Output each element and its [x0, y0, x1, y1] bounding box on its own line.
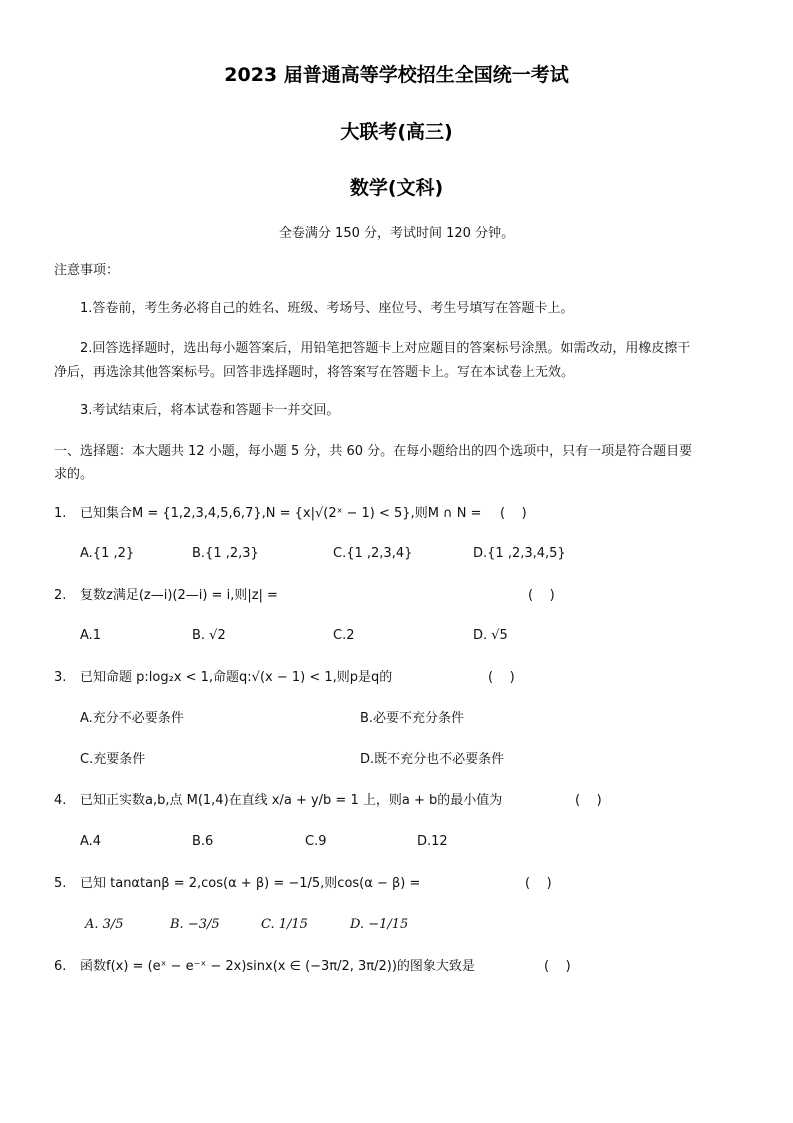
- option-c: C. 1/15: [261, 917, 308, 932]
- option-a: A.{1 ,2}: [80, 546, 135, 561]
- section-heading-line-1: 一、选择题：本大题共 12 小题，每小题 5 分，共 60 分。在每小题给出的四个选项中，只有一项是符合题目要: [54, 444, 693, 459]
- question-6-text: 函数f(x) = (eˣ − e⁻ˣ − 2x)sinx(x ∈ (−3π/2, 3π/2))的图象大致是: [80, 959, 475, 974]
- option-a: A.4: [80, 834, 102, 849]
- answer-blank: ( ): [544, 959, 571, 974]
- notice-heading: 注意事项：: [54, 263, 120, 278]
- notice-item-3: 3.考试结束后，将本试卷和答题卡一并交回。: [80, 403, 340, 418]
- question-number: 4.: [54, 793, 67, 808]
- exam-subject: 数学(文科): [349, 177, 444, 199]
- answer-blank: ( ): [525, 876, 552, 891]
- question-4-text: 已知正实数a,b,点 M(1,4)在直线 x/a + y/b = 1 上，则a + b的最小值为: [80, 793, 503, 808]
- option-a: A.充分不必要条件: [80, 711, 184, 726]
- notice-item-2-line-2: 净后，再选涂其他答案标号。回答非选择题时，将答案写在答题卡上。写在本试卷上无效。: [54, 365, 575, 380]
- question-3-text: 已知命题 p:log₂x < 1,命题q:√(x − 1) < 1,则p是q的: [80, 670, 393, 685]
- answer-blank: ( ): [528, 588, 555, 603]
- option-c: C.{1 ,2,3,4}: [333, 546, 413, 561]
- question-2-text: 复数z满足(z—i)(2—i) = i,则|z| =: [80, 588, 278, 603]
- exam-subtitle: 大联考(高三): [340, 121, 453, 143]
- option-c: C.充要条件: [80, 752, 146, 767]
- question-number: 5.: [54, 876, 67, 891]
- section-heading-line-2: 求的。: [54, 467, 94, 482]
- question-5-text: 已知 tanαtanβ = 2,cos(α + β) = −1/5,则cos(α − β) =: [80, 876, 421, 891]
- answer-blank: ( ): [500, 506, 527, 521]
- option-b: B.必要不充分条件: [360, 711, 465, 726]
- option-b: B. −3/5: [170, 917, 220, 932]
- question-number: 1.: [54, 506, 67, 521]
- option-c: C.2: [333, 628, 355, 643]
- notice-item-2-line-1: 2.回答选择题时，选出每小题答案后，用铅笔把答题卡上对应题目的答案标号涂黑。如需改动，用橡皮擦干: [80, 341, 691, 356]
- answer-blank: ( ): [488, 670, 515, 685]
- question-1-text: 已知集合M = {1,2,3,4,5,6,7},N = {x|√(2ˣ − 1) < 5},则M ∩ N =: [80, 506, 482, 521]
- option-b: B.{1 ,2,3}: [192, 546, 259, 561]
- question-number: 2.: [54, 588, 67, 603]
- option-a: A.1: [80, 628, 102, 643]
- question-number: 3.: [54, 670, 67, 685]
- option-d: D. √5: [473, 628, 508, 643]
- option-a: A. 3/5: [85, 917, 124, 932]
- question-number: 6.: [54, 959, 67, 974]
- option-d: D.12: [417, 834, 448, 849]
- answer-blank: ( ): [575, 793, 602, 808]
- option-b: B. √2: [192, 628, 226, 643]
- score-note: 全卷满分 150 分，考试时间 120 分钟。: [278, 226, 515, 241]
- exam-title: 2023 届普通高等学校招生全国统一考试: [224, 64, 569, 86]
- option-d: D. −1/15: [350, 917, 409, 932]
- notice-item-1: 1.答卷前，考生务必将自己的姓名、班级、考场号、座位号、考生号填写在答题卡上。: [80, 301, 574, 316]
- option-d: D.{1 ,2,3,4,5}: [473, 546, 566, 561]
- option-c: C.9: [305, 834, 327, 849]
- option-d: D.既不充分也不必要条件: [360, 752, 505, 767]
- option-b: B.6: [192, 834, 214, 849]
